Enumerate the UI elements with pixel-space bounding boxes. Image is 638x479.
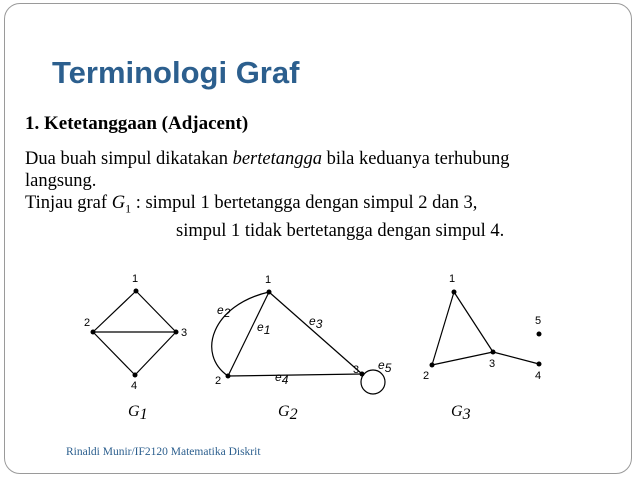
edge [93, 332, 135, 375]
edge-label-e2 [217, 303, 231, 320]
vertex-label: 4 [131, 380, 138, 392]
vertex-label: 3 [489, 358, 496, 370]
vertex [491, 350, 496, 355]
paragraph-line-1 [25, 148, 619, 170]
text-run: Dua buah simpul dikatakan [25, 149, 233, 169]
vertex-label: 4 [535, 370, 542, 382]
edge-letter: e [257, 320, 264, 334]
edge-e4 [228, 374, 362, 376]
edge-e3 [269, 292, 362, 374]
graph-g1-vertices [91, 289, 179, 378]
vertex [537, 332, 542, 337]
slide-title: Terminologi Graf [52, 55, 300, 90]
paragraph-line-4: simpul 1 tidak bertetangga dengan simpul 4. [176, 220, 505, 241]
vertex [91, 330, 96, 335]
graph-g2 [212, 292, 385, 394]
edge [93, 291, 136, 332]
caption-subscript: 2 [289, 406, 298, 422]
caption-subscript: 3 [462, 406, 471, 422]
caption-letter: G [278, 403, 290, 420]
edge-subscript: 2 [223, 306, 231, 320]
graph-caption [451, 403, 471, 422]
vertex [267, 290, 272, 295]
vertex-label: 5 [535, 315, 542, 327]
vertex-label: 2 [84, 317, 91, 329]
vertex [537, 362, 542, 367]
vertex [452, 290, 457, 295]
edge-e5-loop [361, 370, 385, 394]
paragraph-line-2: langsung. [25, 171, 97, 191]
vertex-label: 3 [181, 327, 188, 339]
caption-letter: G [451, 403, 463, 420]
vertex-label: 1 [449, 273, 456, 285]
definition-paragraph [25, 148, 619, 242]
caption-letter: G [128, 403, 140, 420]
section-heading [25, 113, 248, 135]
vertex-label: 1 [265, 274, 272, 286]
vertex-label: 3 [353, 364, 360, 376]
edge-letter: e [378, 358, 385, 372]
graph-g3 [432, 292, 542, 365]
graph-g1 [93, 291, 176, 375]
edge-letter: e [309, 314, 316, 328]
text-run: Tinjau graf [25, 193, 112, 213]
text-run: : simpul 1 bertetangga dengan simpul 2 dan 3, [131, 193, 478, 213]
edge-subscript: 4 [281, 373, 289, 387]
heading-text: 1. Ketetanggaan (Adjacent) [25, 113, 249, 134]
vertex [134, 289, 139, 294]
graph-subscript: 1 [125, 201, 132, 216]
vertex [430, 363, 435, 368]
edge-letter: e [217, 303, 224, 317]
vertex-label: 1 [132, 273, 139, 285]
graph-symbol: G [111, 193, 126, 213]
graph-g3-vertices [430, 290, 542, 368]
vertex [174, 330, 179, 335]
edge-letter: e [275, 370, 282, 384]
paragraph-line-3 [25, 192, 619, 220]
vertex [226, 374, 231, 379]
graph-caption [278, 403, 298, 422]
edge [432, 352, 493, 365]
edge [432, 292, 454, 365]
caption-subscript: 1 [139, 406, 148, 422]
edge-subscript: 5 [384, 361, 392, 375]
edge [136, 291, 176, 332]
graph-figures [0, 262, 638, 422]
vertex-label: 2 [215, 375, 222, 387]
edge-label-e4 [275, 370, 289, 387]
vertex [360, 372, 365, 377]
edge [493, 352, 539, 364]
edge-label-e1 [257, 320, 270, 337]
graph-g2-vertices [226, 290, 365, 379]
edge [454, 292, 493, 352]
edge-subscript: 3 [315, 317, 323, 331]
vertex-label: 2 [423, 370, 430, 382]
slide-footer: Rinaldi Munir/IF2120 Matematika Diskrit [66, 446, 261, 458]
text-run: bila keduanya terhubung [321, 149, 510, 169]
graph-caption [128, 403, 148, 422]
edge-subscript: 1 [263, 323, 271, 337]
emphasis-term: bertetangga [232, 149, 322, 169]
vertex [133, 373, 138, 378]
edge [135, 332, 176, 375]
